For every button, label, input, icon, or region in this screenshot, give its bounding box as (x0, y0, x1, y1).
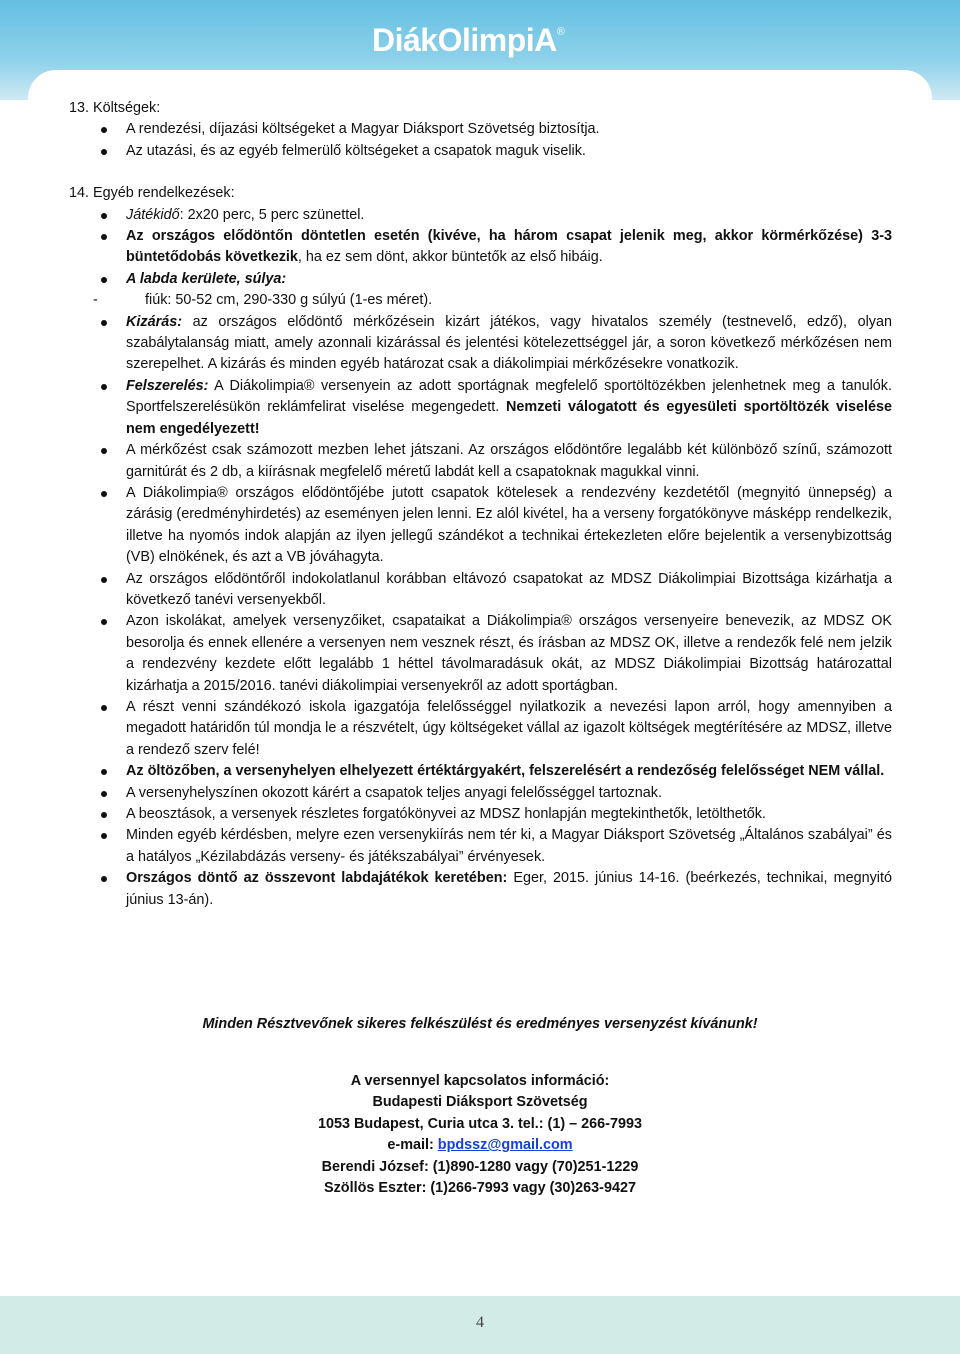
contact-person-1: Berendi József: (1)890-1280 vagy (70)251-1229 (321, 1158, 639, 1175)
section-14-title: 14. Egyéb rendelkezések: (69, 185, 235, 202)
contact-email-line: e-mail: bpdssz@gmail.com (387, 1137, 573, 1154)
section-13-title: 13. Költségek: (69, 100, 161, 116)
list-item-other-questions: Minden egyéb kérdésben, melyre ezen versenykiírás nem tér ki, a Magyar Diáksport Szövetség „Általános szabályai” és a hatályos „Kézilabdázás verseny- és játékszabályai” érvényesek. (69, 825, 892, 868)
list-item-numbered-shirts: A mérkőzést csak számozott mezben lehet játszani. Az országos elődöntőre legalább két különböző színű, számozott garnitúrát és 2 db, a kiírásnak megfelelő méretű labdát kell a csapatoknak magukkal vinni. (69, 440, 892, 483)
list-item-leaving: Az országos elődöntőről indokolatlanul korábban eltávozó csapatokat az MDSZ Diákolimpiai Bizottsága kizárhatja a következő tanévi versenyekből. (69, 569, 892, 612)
list-item-tie: Az országos elődöntőn döntetlen esetén (kivéve, ha három csapat jelenik meg, akkor körmérkőzése) 3-3 büntetődobás következik, ha ez sem dönt, akkor büntetők az első hibáig. (69, 226, 892, 269)
list-item-principal: A részt venni szándékozó iskola igazgatója felelősséggel nyilatkozik a nevezési lapon arról, hogy amennyiben a megadott határidőn túl mondja le a részvételt, úgy költségeket vállal az igazolt költségek megtérítésére az MDSZ, illetve a rendező szerv felé! (69, 697, 892, 761)
list-item-ball: A labda kerülete, súlya: - fiúk: 50-52 cm, 290-330 g súlyú (1-es méret). (69, 269, 892, 312)
contact-org: Budapesti Diáksport Szövetség (372, 1094, 588, 1111)
list-item-equipment: Felszerelés: A Diákolimpia® versenyein az adott sportágnak megfelelő sportöltözékben jelenhetnek meg a tanulók. Sportfelszerelésükön reklámfelirat viselése megengedett. Nemzeti válogatott és egyesületi sportöltözék viselése nem engedélyezett! (69, 376, 892, 440)
list-item-attendance: A Diákolimpia® országos elődöntőjébe jutott csapatok kötelesek a rendezvény kezdetétől (megnyitó ünnepség) a zárásig (eredményhirdetés) az eseményen jelen lenni. Ez alól kivétel, ha a verseny forgatókönyve másképp rendelkezik, illetve ha nyomós indok alapján az ilyen jellegű szándékot a technikai értekezleten előre bejelentik a versenybizottság (VB) elnökének, és azt a VB jóváhagyta. (69, 483, 892, 569)
list-item-damage: A versenyhelyszínen okozott kárért a csapatok teljes anyagi felelősséggel tartoznak. (69, 783, 892, 804)
contact-block (0, 1071, 960, 1199)
list-item-schedule: A beosztások, a versenyek részletes forgatókönyvei az MDSZ honlapján megtekinthetők, letölthetők. (69, 804, 892, 825)
page-number: 4 (476, 1314, 484, 1331)
section-13-list (69, 119, 892, 162)
closing-wish: Minden Résztvevőnek sikeres felkészülést és eredményes versenyzést kívánunk! (202, 1016, 758, 1032)
list-item: A rendezési, díjazási költségeket a Magyar Diáksport Szövetség biztosítja. (69, 119, 892, 140)
list-item-liability: Az öltözőben, a versenyhelyen elhelyezett értéktárgyakért, felszerelésért a rendezőség felelősséget NEM vállal. (69, 761, 892, 782)
logo-text: DiákOlimpiA (372, 22, 557, 58)
document-body (69, 98, 892, 911)
list-item-no-show: Azon iskolákat, amelyek versenyzőiket, csapataikat a Diákolimpia® országos versenyeire benevezik, az MDSZ OK besorolja és ennek ellenére a versenyen nem vesznek részt, és írásban az MDSZ OK, illetve a rendezők felé nem jelzik a rendezvény kezdete előtt legalább 1 héttel távolmaradásuk okát, az MDSZ Diákolimpiai Bizottság határozattal kizárhatja a 2015/2016. tanévi diákolimpiai versenyekről az adott sportágban. (69, 611, 892, 697)
section-14-list (69, 205, 892, 911)
registered-mark: ® (556, 26, 565, 38)
diakolimpia-logo (372, 22, 564, 59)
email-link[interactable]: bpdssz@gmail.com (437, 1137, 573, 1154)
list-item-final: Országos döntő az összevont labdajátékok keretében: Eger, 2015. június 14-16. (beérkezés, technikai, megnyitó június 13-án). (69, 868, 892, 911)
list-item-exclusion: Kizárás: az országos elődöntő mérkőzésein kizárt játékos, vagy hivatalos személy (testnevelő, edző), olyan szabálytalanság miatt, amely azonnali kizárással és jelentési kötelezettséggel jár, a soron következő mérkőzésen nem szerepelhet. A kizárás és minden egyéb határozat csak a diákolimpiai mérkőzésekre vonatkozik. (69, 312, 892, 376)
contact-person-2: Szöllös Eszter: (1)266-7993 vagy (30)263-9427 (324, 1180, 636, 1197)
contact-address: 1053 Budapest, Curia utca 3. tel.: (1) – 266-7993 (318, 1115, 642, 1132)
ball-size-line: - fiúk: 50-52 cm, 290-330 g súlyú (1-es méret). (93, 292, 433, 309)
contact-heading: A versennyel kapcsolatos információ: (350, 1073, 610, 1089)
list-item: Az utazási, és az egyéb felmerülő költségeket a csapatok maguk viselik. (69, 141, 892, 162)
list-item-play-time: Játékidő: 2x20 perc, 5 perc szünettel. (69, 205, 892, 226)
